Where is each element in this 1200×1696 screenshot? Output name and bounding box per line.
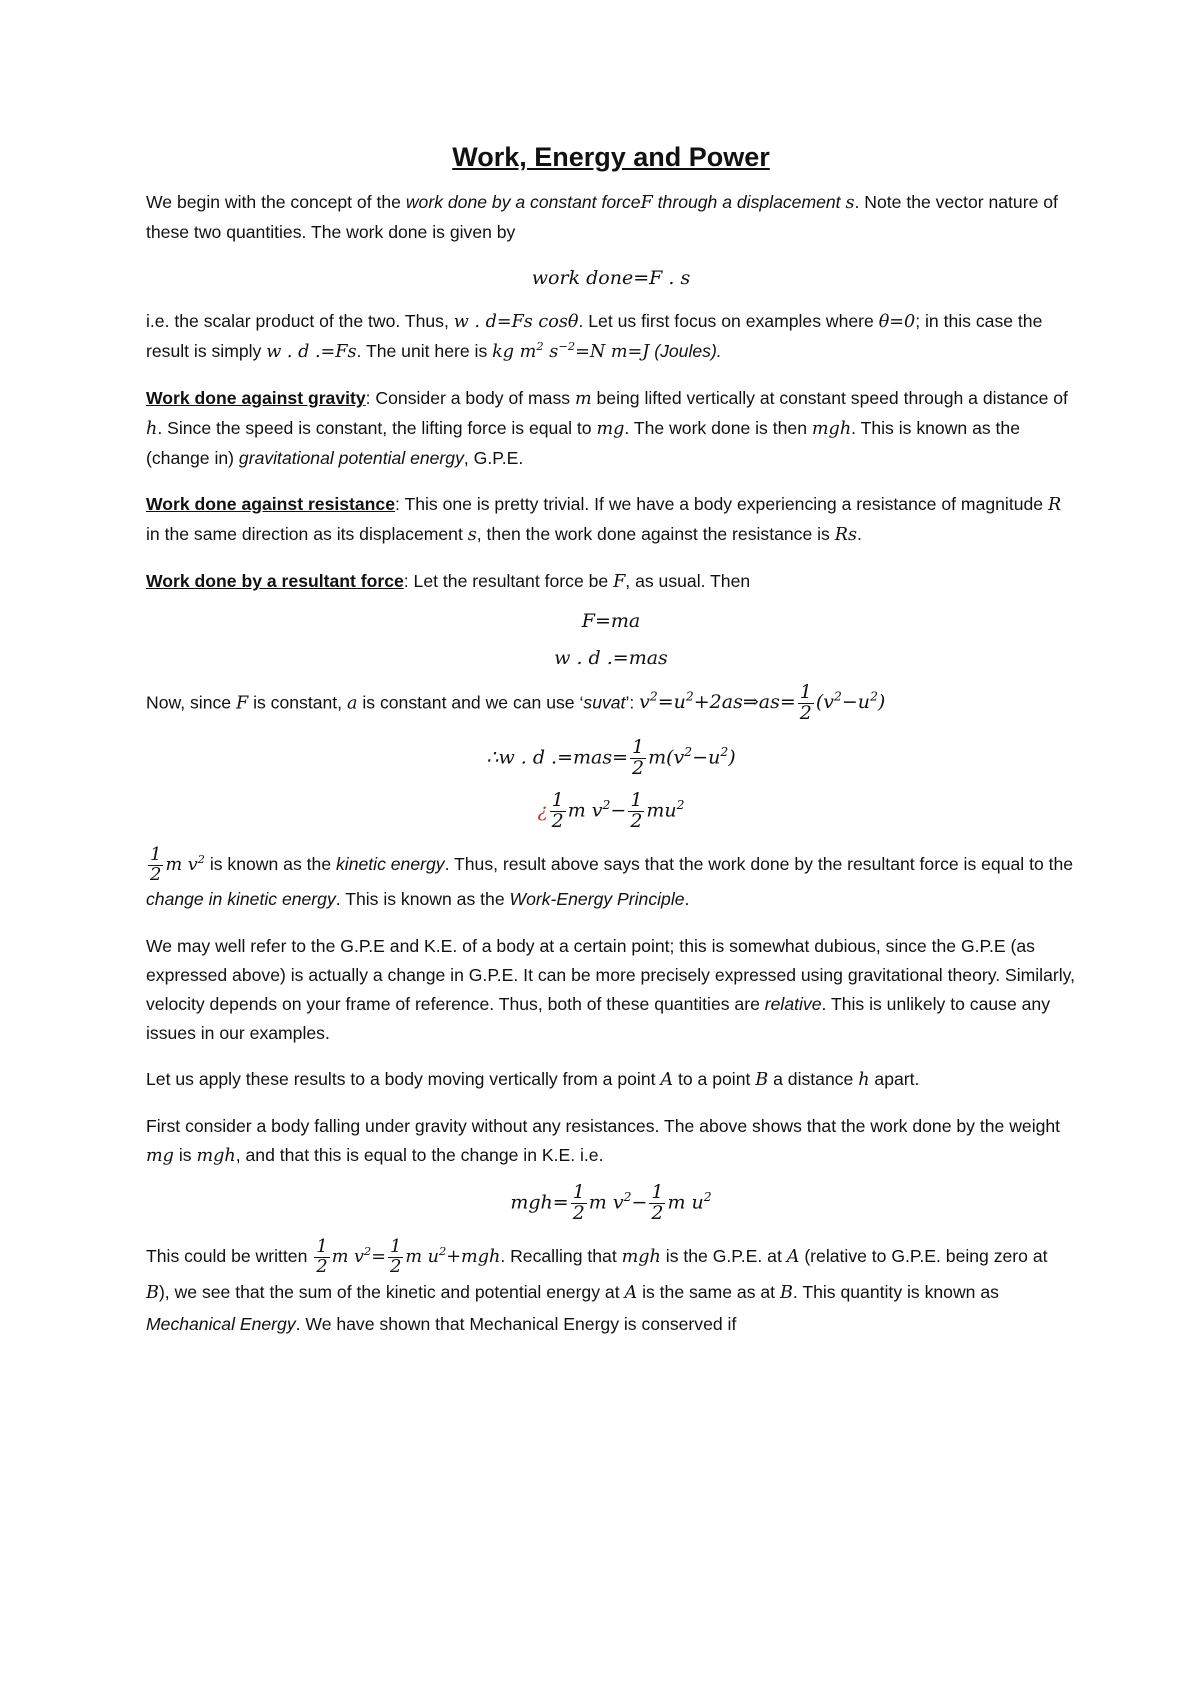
math-h: h [146,419,158,439]
paragraph-mechanical-energy [146,1238,1076,1340]
text: , G.P.E. [463,448,524,468]
denominator: 2 [551,809,564,832]
math-A: A [786,1247,800,1268]
emphasis-text: change in kinetic energy [146,889,336,910]
math-mg: mg [596,419,625,439]
numerator: 1 [316,1236,328,1258]
emphasis-text: Mechanical Energy [146,1314,296,1335]
emphasis-text: suvat [583,692,626,713]
fraction-half [628,788,644,832]
emphasis-text: gravitational potential energy [238,448,464,468]
eq-part: +2as⇒as= [693,691,796,714]
fraction-half [649,1183,665,1224]
equation-mgh [146,1183,1076,1224]
text: is the same as at [637,1282,780,1303]
unit-part: s [543,342,559,362]
paragraph-scalar-product [146,307,1076,367]
text: . This quantity is known as [792,1282,999,1303]
text: . [684,889,690,910]
math-A: A [660,1070,674,1091]
text: . Recalling that [500,1246,622,1267]
text: is constant, [248,692,347,713]
emphasis-text: kinetic energy [336,853,445,874]
eq-part: −u [841,691,871,714]
math-F: F [640,193,653,213]
text: . Let us first focus on examples where [578,311,879,331]
eq-sup: 2 [602,797,611,812]
eq-part: m(v [648,746,685,769]
paragraph-falling [146,1112,1076,1171]
eq-part: ¿ [537,799,548,822]
eq-part: ∴w . d .=mas= [486,746,629,769]
emphasis-text: relative [764,994,822,1015]
math-A: A [624,1283,638,1304]
text: . [857,524,862,544]
numerator: 1 [630,788,643,811]
page-title: Work, Energy and Power [452,142,770,172]
text: is the G.P.E. at [660,1246,787,1267]
eq-part: (v [815,691,835,714]
text: . This is unlikely to cause any issues in our examples. [146,994,1050,1044]
section-heading: Work done against resistance [146,494,396,514]
text: is [173,1145,197,1166]
math-mgh: mgh [621,1247,661,1268]
paragraph-suvat [146,683,1076,724]
text: ; in this case the result is simply [146,311,1043,361]
math-wd: w . d=Fs cosθ [453,312,579,332]
unit-part: kg m [492,342,537,362]
emphasis-text: (Joules). [649,341,722,361]
numerator: 1 [632,735,645,758]
math-mgh: mgh [811,419,852,439]
math-a: a [346,693,358,714]
fraction-half [630,735,646,779]
math-equals: = [371,1247,386,1268]
eq-sup: 2 [720,744,729,759]
eq-part: m v [588,1191,624,1214]
paragraph-gravity [146,384,1076,473]
denominator: 2 [389,1256,402,1278]
eq-sup: 2 [439,1244,447,1259]
emphasis-text: through a displacement [652,192,846,212]
text: a distance [768,1069,859,1090]
denominator: 2 [651,1202,664,1225]
text: . Since the speed is constant, the lifting force is equal to [157,418,597,438]
numerator: 1 [799,681,812,703]
equation-ke-difference [146,788,1076,832]
denominator: 2 [316,1256,328,1278]
paragraph-intro [146,188,1076,247]
math-F: F [235,693,249,714]
text: Let us apply these results to a body moving vertically from a point [146,1069,661,1090]
text: i.e. the scalar product of the two. Thus, [146,311,454,331]
math-mgh: mgh [196,1146,236,1167]
eq-sup: 2 [363,1244,372,1259]
math-B: B [779,1283,793,1304]
text: Now, since [146,692,236,713]
denominator: 2 [799,701,812,724]
fraction-half [798,683,814,724]
fraction-half [314,1238,329,1277]
paragraph-relative [146,932,1076,1048]
denominator: 2 [150,863,162,885]
eq-part: mgh= [510,1191,569,1214]
text: : Let the resultant force be [403,571,614,591]
text: is known as the [204,853,336,874]
math-m: m [574,389,592,409]
denominator: 2 [632,756,645,779]
eq-sup: 2 [703,1190,712,1205]
eq-part: m u [667,1191,704,1214]
text: , then the work done against the resistance is [476,524,835,544]
math-plus-mgh: +mgh [446,1247,501,1268]
text: . The unit here is [356,341,493,361]
text: ), we see that the sum of the kinetic and potential energy at [158,1282,625,1303]
numerator: 1 [389,1236,402,1258]
eq-part: v [639,691,650,714]
eq-sup: 2 [684,744,693,759]
math-mu: m u [405,1247,440,1268]
math-theta: θ=0 [878,312,916,332]
text: is constant and we can use ‘ [357,692,584,713]
eq-part: ) [728,746,736,769]
text: . Note the vector nature of these two quantities. The work done is given by [146,192,1058,242]
numerator: 1 [150,843,162,865]
equation-newton: F=ma [581,610,641,632]
eq-part: −u [692,746,721,769]
text: , and that this is equal to the change in K.E. i.e. [235,1145,604,1166]
math-s: s [845,193,855,213]
eq-part: ) [877,691,886,714]
eq-sup: 2 [197,851,205,866]
math-suvat-equation [639,681,886,724]
section-heading: Work done against gravity [146,388,366,408]
document-page [146,140,1076,1357]
math-unit [492,339,650,362]
math-s: s [467,525,477,545]
math-mv: m v [331,1247,364,1268]
eq-sup: 2 [676,797,685,812]
fraction-half [550,788,566,832]
text: . Thus, result above says that the work done by the resultant force is equal to the [444,853,1074,874]
text: . The work done is then [624,418,812,438]
numerator: 1 [551,788,564,811]
math-Rs: Rs [834,525,857,545]
eq-sup: 2 [649,690,658,705]
eq-part: =u [657,691,686,714]
fraction-half [571,1183,587,1224]
unit-sup: −2 [558,339,576,354]
text: . This is known as the [335,889,510,910]
math-mv: m v [165,854,198,875]
text: apart. [869,1069,920,1090]
emphasis-text: Work-Energy Principle [509,889,685,910]
math-R: R [1047,495,1062,515]
eq-sup: 2 [834,690,842,705]
fraction-half [388,1238,403,1277]
fraction-half [148,843,163,885]
denominator: 2 [572,1202,585,1225]
text: : This one is pretty trivial. If we have a body experiencing a resistance of magnitude [395,494,1048,514]
text: This could be written [146,1246,313,1267]
math-mg: mg [146,1146,174,1167]
paragraph-kinetic-energy [146,843,1076,916]
text: We may well refer to the G.P.E and K.E. of a body at a certain point; this is somewhat dubious, since the G.P.E (as expressed above) is actually a change in G.P.E. It can be more precisely expressed using gravitational theory. Similarly, velocity depends on your frame of reference. Thus, both of these quantities are [146,936,1076,1015]
paragraph-resistance [146,490,1076,550]
eq-part: mu [646,799,677,822]
text: , as usual. Then [625,571,751,591]
math-B: B [146,1283,159,1304]
equation-wd-mas: w . d .=mas [554,647,668,669]
emphasis-text: work done by a constant force [405,192,641,212]
eq-part: − [610,799,627,822]
math-wd2: w . d .=Fs [266,342,357,362]
eq-sup: 2 [623,1190,632,1205]
text: . This is known as the (change in) [146,418,1021,468]
eq-part: − [631,1191,648,1214]
paragraph-resultant [146,567,1076,597]
math-B: B [755,1070,769,1091]
text: in the same direction as its displacement [146,524,468,544]
equation-work-done: work done=F . s [531,267,691,289]
paragraph-apply [146,1065,1076,1095]
text: : Consider a body of mass [365,388,575,408]
eq-part: m v [567,799,603,822]
text: being lifted vertically at constant speed through a distance of [591,388,1068,408]
text: We begin with the concept of the [146,192,406,212]
math-h: h [858,1070,870,1091]
text: to a point [673,1069,756,1090]
eq-sup: 2 [870,690,878,705]
equation-therefore [146,735,1076,779]
section-heading: Work done by a resultant force [146,571,404,591]
math-F: F [613,572,626,592]
text: First consider a body falling under gravity without any resistances. The above shows that the work done by the weight [146,1116,1061,1137]
denominator: 2 [630,809,643,832]
unit-sup: 2 [536,339,544,354]
eq-sup: 2 [685,690,694,705]
text: (relative to G.P.E. being zero at [799,1246,1048,1267]
numerator: 1 [572,1181,585,1204]
text: . We have shown that Mechanical Energy is conserved if [295,1314,737,1335]
unit-part: =N m=J [575,342,650,362]
numerator: 1 [651,1181,664,1204]
text: ’: [625,692,640,713]
